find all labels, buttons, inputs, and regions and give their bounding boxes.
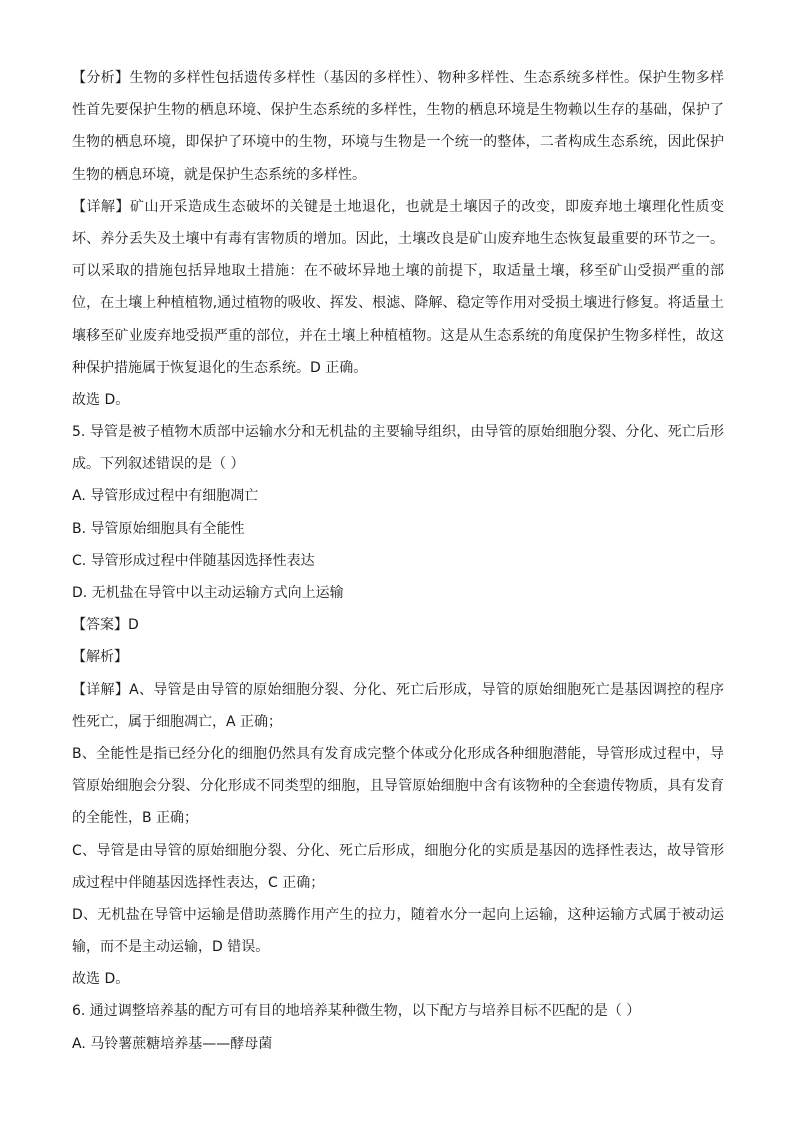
detail-conclusion: 故选 D。 (72, 391, 130, 408)
q5-detail-line-5: 的全能性，B 正确； (72, 810, 199, 827)
detail-line-6: 种保护措施属于恢复退化的生态系统。D 正确。 (72, 359, 368, 376)
question-6-option-a: A. 马铃薯蔗糖培养基——酵母菌 (72, 1035, 273, 1052)
q5-detail-line-4: 管原始细胞会分裂、分化形成不同类型的细胞，且导管原始细胞中含有该物种的全套遗传物质，具有发育 (72, 778, 724, 795)
detail-line-5: 壤移至矿业废弃地受损严重的部位，并在土壤上种植植物。这是从生态系统的角度保护生物多样性，故这 (72, 327, 724, 344)
q5-detail-line-8: D、无机盐在导管中运输是借助蒸腾作用产生的拉力，随着水分一起向上运输，这种运输方式属于被动运 (72, 906, 724, 923)
q5-detail-line-6: C、导管是由导管的原始细胞分裂、分化、死亡后形成，细胞分化的实质是基因的选择性表达，故导管形 (72, 842, 724, 859)
question-5-option-b: B. 导管原始细胞具有全能性 (72, 520, 245, 537)
question-5-stem-line-2: 成。下列叙述错误的是（ ） (72, 456, 245, 473)
q5-detail-line-7: 成过程中伴随基因选择性表达，C 正确； (72, 874, 325, 891)
question-5-option-a: A. 导管形成过程中有细胞凋亡 (72, 488, 259, 505)
analysis-line-1: 【分析】生物的多样性包括遗传多样性（基因的多样性）、物种多样性、生态系统多样性。保护生物多样 (72, 70, 724, 86)
q5-detail-line-3: B、全能性是指已经分化的细胞仍然具有发育成完整个体或分化形成各种细胞潜能，导管形成过程中，导 (72, 745, 724, 762)
q5-detail-line-2: 性死亡，属于细胞凋亡，A 正确； (72, 713, 283, 730)
question-6-stem: 6. 通过调整培养基的配方可有目的地培养某种微生物，以下配方与培养目标不匹配的是（ ） (72, 1003, 641, 1020)
detail-tag: 【详解】 (72, 198, 130, 215)
document-content (72, 62, 724, 1060)
answer-value: D (128, 617, 139, 634)
detail-line-2: 坏、养分丢失及土壤中有毒有害物质的增加。因此，土壤改良是矿山废弃地生态恢复最重要的环节之一。 (72, 230, 724, 247)
detail-line-3: 可以采取的措施包括异地取土措施：在不破坏异地土壤的前提下，取适量土壤，移至矿山受损严重的部 (72, 263, 724, 280)
question-5-answer (72, 609, 724, 641)
q5-detail-tag: 【详解】 (72, 681, 130, 698)
detail-line-1: 【详解】矿山开采造成生态破坏的关键是土地退化，也就是土壤因子的改变，即废弃地土壤理化性质变 (72, 198, 724, 215)
analysis-line-3: 生物的栖息环境，即保护了环境中的生物，环境与生物是一个统一的整体，二者构成生态系统，因此保护 (72, 134, 724, 151)
question-5-option-c: C. 导管形成过程中伴随基因选择性表达 (72, 552, 315, 569)
question-5-explanation-tag: 【解析】 (72, 649, 128, 666)
question-5-option-d: D. 无机盐在导管中以主动运输方式向上运输 (72, 585, 344, 601)
answer-tag: 【答案】 (72, 617, 128, 634)
analysis-tag: 【分析】 (72, 70, 130, 86)
analysis-line-4: 生物的栖息环境，就是保护生态系统的多样性。 (72, 166, 366, 183)
detail-line-4: 位，在土壤上种植植物,通过植物的吸收、挥发、根滤、降解、稳定等作用对受损土壤进行修复。将适量土 (72, 295, 724, 312)
analysis-line-2: 性首先要保护生物的栖息环境、保护生态系统的多样性，生物的栖息环境是生物赖以生存的基础，保护了 (72, 102, 724, 119)
q5-detail-line-9: 输，而不是主动运输，D 错误。 (72, 939, 270, 956)
q5-detail-line-1: 【详解】A、导管是由导管的原始细胞分裂、分化、死亡后形成，导管的原始细胞死亡是基因调控的程序 (72, 681, 724, 698)
q5-conclusion: 故选 D。 (72, 971, 130, 988)
question-5-stem-line-1: 5. 导管是被子植物木质部中运输水分和无机盐的主要输导组织，由导管的原始细胞分裂、分化、死亡后形 (72, 424, 724, 441)
